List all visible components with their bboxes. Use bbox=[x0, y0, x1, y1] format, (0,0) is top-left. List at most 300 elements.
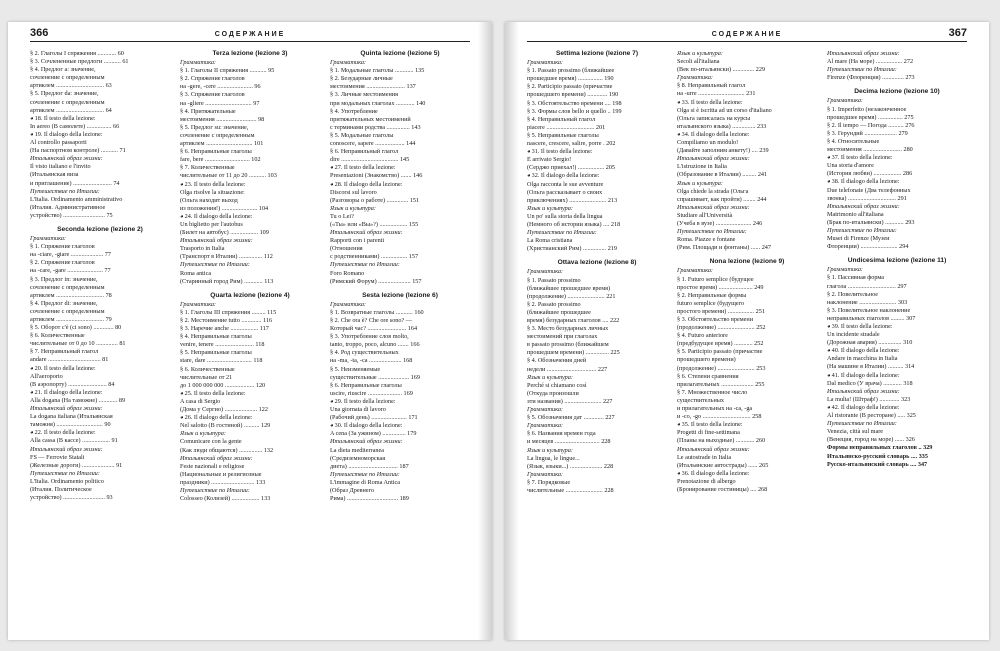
toc-entry-text: § 3. Обстоятельство времени bbox=[677, 316, 754, 323]
toc-entry-text: до 1 000 000 000 ................... 120 bbox=[180, 381, 266, 389]
toc-entry-text: Una giornata di lavoro bbox=[330, 406, 386, 414]
toc-entry-text: и месяцев ............................. 228 bbox=[527, 438, 611, 446]
toc-entry-text: futuro semplice (будущего bbox=[677, 299, 745, 307]
toc-entry bbox=[180, 245, 320, 253]
toc-entry-text: § 5. Неправильные глаголы bbox=[527, 131, 599, 139]
section-label bbox=[527, 229, 667, 237]
toc-column bbox=[677, 50, 817, 634]
toc-entry bbox=[527, 156, 667, 164]
toc-entry-text: Грамматика: bbox=[330, 59, 366, 67]
toc-entry-text: Итальянский образ жизни: bbox=[677, 203, 750, 211]
toc-entry bbox=[827, 299, 967, 307]
toc-entry bbox=[180, 91, 320, 99]
toc-entry-text: 30. Il dialogo della lezione: bbox=[334, 422, 403, 430]
toc-entry-text: 36. Il dialogo della lezione: bbox=[681, 469, 750, 477]
toc-entry-text: (Железные дороги) ..................... 91 bbox=[30, 461, 123, 469]
toc-entry-text: Discorsi sul lavoro bbox=[330, 188, 377, 196]
toc-entry-text: Грамматика: bbox=[527, 422, 563, 430]
toc-entry bbox=[30, 115, 170, 123]
toc-entry-text: (Национальные и религиозные bbox=[180, 470, 262, 478]
toc-entry-text: (Язык, языки...) ..................... 228 bbox=[527, 462, 614, 470]
toc-entry bbox=[527, 83, 667, 91]
toc-entry-text: прошедшем времени) ............... 225 bbox=[527, 349, 620, 357]
toc-entry bbox=[330, 75, 470, 83]
toc-entry bbox=[827, 436, 967, 444]
toc-entry-text: числительные ........................ 228 bbox=[527, 486, 614, 494]
toc-entry-text: (Рабочий день) ....................... 171 bbox=[330, 414, 418, 422]
toc-entry bbox=[330, 108, 470, 116]
toc-entry-text: звонка) ............................... 291 bbox=[827, 194, 907, 202]
section-label bbox=[30, 446, 170, 454]
toc-entry bbox=[330, 487, 470, 495]
toc-entry-text: Matrimonio all'italiana bbox=[827, 210, 884, 218]
toc-entry-text: (Век по-итальянски) .............. 229 bbox=[677, 66, 766, 74]
section-label bbox=[677, 267, 817, 275]
section-label bbox=[677, 50, 817, 58]
toc-entry bbox=[30, 348, 170, 356]
audio-disc-icon: ◕ bbox=[527, 173, 531, 180]
toc-entry-text: существительные .................... 169 bbox=[330, 373, 420, 381]
toc-entry-text: Undicesima lezione (lezione 11) bbox=[847, 257, 947, 265]
lesson-heading bbox=[330, 50, 470, 58]
toc-entry-text: § 1. Спряжение глаголов bbox=[30, 243, 95, 251]
toc-entry-text: сочленение с определенным bbox=[30, 98, 105, 106]
toc-entry-text: È arrivato Sergio! bbox=[527, 156, 572, 164]
section-label bbox=[677, 155, 817, 163]
toc-entry bbox=[30, 123, 170, 131]
toc-entry-text: 33. Il testo della lezione: bbox=[681, 98, 743, 106]
toc-entry bbox=[30, 259, 170, 267]
section-label bbox=[30, 470, 170, 478]
toc-entry-text: § 5. Оборот c'è (ci sono) ............. 80 bbox=[30, 324, 122, 332]
toc-entry-text: неправильных глаголов ......... 307 bbox=[827, 314, 916, 322]
toc-entry bbox=[180, 463, 320, 471]
toc-entry bbox=[827, 146, 967, 154]
toc-entry-text: Путешествие по Италии: bbox=[180, 261, 250, 269]
toc-entry-text: 21. Il dialogo della lezione: bbox=[34, 388, 103, 396]
audio-disc-icon: ◕ bbox=[677, 470, 681, 477]
toc-entry-text: § 5. Participio passato (причастие bbox=[677, 348, 763, 356]
toc-entry-text: устройство) ........................... 75 bbox=[30, 211, 113, 219]
toc-entry bbox=[527, 293, 667, 301]
toc-entry-text: § 6. Неправильные глаголы bbox=[330, 381, 402, 389]
toc-entry-text: § 5. Модальные глаголы bbox=[330, 131, 394, 139]
toc-entry-text: fare, bere ............................. 102 bbox=[180, 156, 261, 164]
toc-entry-text: глагола ............................... 297 bbox=[827, 282, 907, 290]
toc-entry bbox=[827, 170, 967, 178]
toc-entry-text: § 7. Неправильный глагол bbox=[30, 348, 99, 356]
toc-entry-text: Путешествие по Италии: bbox=[827, 226, 897, 234]
toc-entry-text: 24. Il dialogo della lezione: bbox=[184, 212, 253, 220]
toc-entry bbox=[30, 90, 170, 98]
toc-entry-text: § 2. Повелительное bbox=[827, 290, 879, 298]
toc-entry-text: 27. Il testo della lezione: bbox=[334, 164, 396, 172]
toc-entry bbox=[30, 204, 170, 212]
section-label bbox=[180, 455, 320, 463]
toc-entry bbox=[527, 430, 667, 438]
toc-entry-text: Decima lezione (lezione 10) bbox=[854, 88, 940, 96]
toc-entry bbox=[677, 405, 817, 413]
running-title: СОДЕРЖАНИЕ bbox=[214, 31, 286, 38]
toc-entry bbox=[677, 90, 817, 98]
toc-entry bbox=[677, 115, 817, 123]
toc-entry bbox=[180, 438, 320, 446]
toc-entry bbox=[30, 131, 170, 139]
section-label bbox=[527, 205, 667, 213]
toc-entry-text: (Образование в Италии) ......... 241 bbox=[677, 171, 768, 179]
toc-entry-text: Грамматика: bbox=[827, 97, 863, 105]
toc-entry bbox=[30, 421, 170, 429]
toc-entry-text: § 6. Названия времен года bbox=[527, 430, 596, 438]
toc-entry-text: (Транспорт в Италии) ............... 112 bbox=[180, 253, 273, 261]
toc-entry bbox=[330, 463, 470, 471]
toc-entry-text: местоимений при глаголах bbox=[527, 333, 598, 341]
toc-entry-text: Грамматика: bbox=[30, 235, 66, 243]
toc-entry bbox=[180, 349, 320, 357]
toc-entry bbox=[677, 413, 817, 421]
toc-entry bbox=[180, 124, 320, 132]
toc-entry bbox=[180, 406, 320, 414]
toc-entry bbox=[527, 91, 667, 99]
toc-entry-text: местоимения .......................... 98 bbox=[180, 115, 265, 123]
toc-entry bbox=[330, 430, 470, 438]
toc-entry bbox=[330, 83, 470, 91]
toc-entry-text: Comunicare con la gente bbox=[180, 438, 242, 446]
toc-entry-text: 39. Il testo della lezione: bbox=[831, 323, 893, 330]
toc-entry-text: Итальянский образ жизни: bbox=[30, 445, 103, 453]
toc-entry-text: Nel salotto (В гостиной) .......... 129 bbox=[180, 422, 271, 430]
toc-entry-text: andare .................................. 81 bbox=[30, 356, 109, 364]
toc-entry-text: Итальянский образ жизни: bbox=[827, 387, 900, 395]
toc-entry bbox=[677, 437, 817, 445]
toc-entry-text: прошедшего времени) ............. 190 bbox=[527, 91, 619, 99]
toc-entry-text: простого времени) ................. 251 bbox=[677, 307, 765, 315]
toc-entry-text: 40. Il dialogo della lezione: bbox=[831, 347, 900, 355]
toc-entry bbox=[180, 140, 320, 148]
toc-entry bbox=[330, 390, 470, 398]
toc-entry-text: § 7. Множественное число bbox=[677, 388, 748, 396]
toc-entry-text: на -gliere .............................. 97 bbox=[180, 99, 260, 107]
toc-entry-text: сочленение с определенным bbox=[30, 74, 105, 82]
toc-entry bbox=[527, 349, 667, 357]
toc-entry bbox=[30, 99, 170, 107]
audio-disc-icon: ◕ bbox=[30, 115, 34, 122]
toc-entry bbox=[677, 332, 817, 340]
toc-entry bbox=[30, 429, 170, 437]
toc-entry bbox=[527, 221, 667, 229]
toc-entry bbox=[527, 245, 667, 253]
toc-entry-text: Грамматика: bbox=[827, 266, 863, 274]
toc-entry-text: 32. Il dialogo della lezione: bbox=[531, 172, 600, 180]
toc-entry bbox=[30, 340, 170, 348]
toc-entry-text: (Римский Форум) ..................... 157 bbox=[330, 277, 422, 285]
section-label bbox=[677, 180, 817, 188]
toc-entry bbox=[330, 382, 470, 390]
toc-entry-text: с терминами родства ............... 143 bbox=[330, 123, 421, 131]
section-label bbox=[527, 447, 667, 455]
lesson-heading bbox=[180, 292, 320, 300]
toc-entry bbox=[827, 211, 967, 219]
audio-disc-icon: ◕ bbox=[827, 324, 831, 330]
toc-entry bbox=[180, 414, 320, 422]
toc-entry-text: § 2. Che ora è? Che ore sono? — bbox=[330, 317, 412, 324]
toc-entry bbox=[330, 325, 470, 333]
lesson-heading bbox=[180, 50, 320, 58]
toc-entry-text: § 1. Глаголы II спряжения ........... 95 bbox=[180, 67, 275, 75]
audio-disc-icon: ◕ bbox=[30, 365, 34, 372]
toc-entry-text: § 5. Неизменяемые bbox=[330, 365, 381, 373]
toc-entry-text: (Билет на автобус) .................. 109 bbox=[180, 229, 269, 237]
toc-entry-text: (Бронирование гостиницы) .... 268 bbox=[677, 485, 768, 493]
toc-entry bbox=[527, 197, 667, 205]
toc-entry bbox=[527, 140, 667, 148]
toc-entry bbox=[330, 124, 470, 132]
toc-entry bbox=[180, 479, 320, 487]
toc-entry bbox=[30, 58, 170, 66]
toc-entry bbox=[180, 172, 320, 180]
toc-entry-text: Alla dogana (На таможне) ............ 89 bbox=[30, 396, 126, 404]
toc-entry-text: приключениях) ........................ 213 bbox=[527, 196, 618, 204]
toc-entry bbox=[180, 309, 320, 317]
toc-entry-text: L'immagine di Roma Antica bbox=[330, 478, 401, 486]
toc-entry-text: 19. Il dialogo della lezione: bbox=[34, 130, 103, 138]
toc-entry-text: на -ciare, -giare ..................... 77 bbox=[30, 251, 111, 259]
toc-entry-text: в passato prossimo (ближайшем bbox=[527, 341, 609, 349]
toc-entry bbox=[180, 341, 320, 349]
toc-entry-text: tanto, troppo, poco, alcuno ....... 166 bbox=[330, 341, 420, 349]
toc-entry-text: прошедшее время) ................ 190 bbox=[527, 75, 614, 83]
toc-entry-text: L'istruzione in Italia bbox=[677, 163, 727, 171]
toc-entry-text: § 3. Герундий ..................... 279 bbox=[827, 129, 908, 137]
toc-entry-text: § 6. Количественные bbox=[30, 332, 85, 340]
toc-entry bbox=[30, 276, 170, 284]
toc-entry bbox=[677, 284, 817, 292]
toc-entry bbox=[677, 147, 817, 155]
toc-entry-text: conoscere, sapere ................... 144 bbox=[330, 140, 416, 148]
toc-entry bbox=[30, 107, 170, 115]
toc-entry-text: La dogana italiana (Итальянская bbox=[30, 413, 113, 421]
lesson-heading bbox=[527, 259, 667, 267]
toc-entry-text: эти названия) ........................ 227 bbox=[527, 397, 613, 405]
toc-column bbox=[30, 50, 170, 634]
toc-entry bbox=[527, 438, 667, 446]
toc-entry-text: § 2. Местоимение tutto ............. 116 bbox=[180, 317, 273, 324]
audio-disc-icon: ◕ bbox=[677, 422, 681, 429]
audio-disc-icon: ◕ bbox=[330, 398, 334, 405]
toc-entry bbox=[30, 66, 170, 74]
toc-entry-text: (Италия. Административное bbox=[30, 203, 106, 211]
toc-entry bbox=[180, 189, 320, 197]
toc-entry bbox=[180, 100, 320, 108]
toc-entry bbox=[180, 325, 320, 333]
toc-entry bbox=[827, 114, 967, 122]
toc-entry bbox=[180, 108, 320, 116]
toc-entry-text: Al ristorante (В ресторане) ..... 325 bbox=[827, 412, 916, 420]
toc-entry bbox=[527, 75, 667, 83]
toc-entry bbox=[677, 365, 817, 373]
running-head bbox=[527, 26, 967, 42]
toc-entry-text: § 4. Предлог di: значение, bbox=[30, 299, 98, 307]
toc-entry-text: § 7. Количественные bbox=[180, 164, 235, 172]
toc-entry bbox=[527, 181, 667, 189]
toc-entry-text: § 2. Спряжение глаголов bbox=[180, 75, 245, 83]
section-label bbox=[180, 487, 320, 495]
toc-entry bbox=[30, 365, 170, 373]
section-label bbox=[527, 406, 667, 414]
audio-disc-icon: ◕ bbox=[180, 415, 184, 422]
toc-entry bbox=[677, 82, 817, 90]
toc-entry-text: артиклем ............................... 63 bbox=[30, 82, 112, 90]
section-label bbox=[30, 155, 170, 163]
section-label bbox=[330, 471, 470, 479]
toc-entry bbox=[827, 154, 967, 162]
left-page bbox=[8, 22, 492, 640]
toc-entry-text: § 5. Неправильные глаголы bbox=[180, 349, 252, 357]
toc-entry-text: Путешествие по Италии: bbox=[30, 187, 100, 195]
toc-entry bbox=[180, 471, 320, 479]
toc-entry bbox=[527, 382, 667, 390]
toc-entry bbox=[330, 245, 470, 253]
toc-entry-text: праздники) ............................ 133 bbox=[180, 478, 266, 486]
toc-entry-text: piacere ............................... 201 bbox=[527, 123, 606, 131]
toc-entry-text: Al mare (На море) ................. 272 bbox=[827, 58, 914, 66]
toc-entry-text: артиклем ............................... 79 bbox=[30, 316, 112, 323]
toc-entry bbox=[180, 229, 320, 237]
toc-entry bbox=[527, 479, 667, 487]
toc-entry-text: § 2. Неправильные формы bbox=[677, 291, 747, 299]
toc-entry bbox=[677, 163, 817, 171]
toc-entry bbox=[180, 270, 320, 278]
toc-entry-text: Итальянский образ жизни: bbox=[180, 454, 253, 462]
section-label bbox=[330, 261, 470, 269]
toc-entry-text: Olga racconta le sue avventure bbox=[527, 180, 604, 188]
audio-disc-icon: ◕ bbox=[30, 430, 34, 437]
toc-entry bbox=[527, 463, 667, 471]
section-label bbox=[30, 235, 170, 243]
toc-entry bbox=[180, 221, 320, 229]
toc-entry bbox=[677, 131, 817, 139]
toc-entry bbox=[30, 50, 170, 58]
toc-entry bbox=[677, 196, 817, 204]
toc-entry-text: Tu o Lei? bbox=[330, 212, 354, 220]
toc-entry bbox=[30, 324, 170, 332]
toc-entry-text: Язык и культура: bbox=[527, 373, 573, 381]
toc-entry bbox=[827, 138, 967, 146]
toc-entry-text: прошедшее время) ................ 275 bbox=[827, 113, 914, 121]
toc-entry bbox=[30, 356, 170, 364]
audio-disc-icon: ◕ bbox=[677, 131, 681, 138]
toc-entry bbox=[677, 58, 817, 66]
toc-entry bbox=[677, 123, 817, 131]
toc-entry-text: 18. Il testo della lezione: bbox=[34, 114, 96, 122]
toc-entry bbox=[677, 356, 817, 364]
toc-entry-text: § 4. Притяжательные bbox=[180, 107, 236, 115]
toc-entry-text: venire, tenere ......................... 118 bbox=[180, 341, 265, 349]
toc-entry-text: артиклем ............................... 64 bbox=[30, 106, 112, 114]
audio-disc-icon: ◕ bbox=[827, 404, 831, 411]
toc-entry-text: Dal medico (У врача) ............ 318 bbox=[827, 379, 913, 387]
toc-entry bbox=[180, 495, 320, 503]
toc-entry bbox=[677, 99, 817, 107]
toc-entry-text: Musei di Firenze (Музеи bbox=[827, 235, 890, 243]
section-label bbox=[180, 301, 320, 309]
toc-entry-text: Язык и культура: bbox=[330, 204, 376, 212]
toc-entry-text: Un po' sulla storia della lingua bbox=[527, 212, 603, 220]
audio-disc-icon: ◕ bbox=[827, 348, 831, 355]
toc-column bbox=[527, 50, 667, 634]
toc-entry bbox=[330, 197, 470, 205]
toc-entry bbox=[30, 381, 170, 389]
toc-entry-text: 38. Il dialogo della lezione: bbox=[831, 178, 900, 186]
toc-entry-text: (Венеция, город на море) ...... 326 bbox=[827, 436, 915, 444]
page-gutter-shadow bbox=[505, 22, 519, 640]
toc-entry bbox=[527, 213, 667, 221]
lesson-heading bbox=[827, 257, 967, 265]
toc-entry bbox=[180, 390, 320, 398]
toc-entry bbox=[330, 341, 470, 349]
toc-entry bbox=[677, 244, 817, 252]
toc-entry-text: (Рим. Площади и фонтаны) ...... 247 bbox=[677, 244, 771, 252]
toc-entry-text: артиклем .............................. 101 bbox=[180, 140, 264, 148]
lesson-heading bbox=[827, 88, 967, 96]
toc-entry bbox=[180, 156, 320, 164]
toc-entry bbox=[527, 277, 667, 285]
toc-entry bbox=[677, 421, 817, 429]
toc-column bbox=[180, 50, 320, 634]
toc-entry bbox=[527, 164, 667, 172]
toc-entry bbox=[527, 132, 667, 140]
toc-entry-text: § 4. Предлог a: значение, bbox=[30, 66, 96, 74]
toc-entry-text: при модальных глаголах ............ 140 bbox=[330, 99, 426, 107]
toc-entry-text: 25. Il testo della lezione: bbox=[184, 389, 246, 397]
toc-entry bbox=[827, 363, 967, 371]
lesson-heading bbox=[677, 258, 817, 266]
toc-entry-text: (Образ Древнего bbox=[330, 486, 375, 494]
toc-entry bbox=[30, 454, 170, 462]
toc-entry bbox=[827, 106, 967, 114]
toc-entry-text: (Дома у Сергио) ..................... 122 bbox=[180, 406, 268, 414]
toc-entry-text: § 2. Спряжение глаголов bbox=[30, 259, 95, 267]
toc-entry-text: § 6. Неправильный глагол bbox=[330, 148, 399, 156]
audio-disc-icon: ◕ bbox=[827, 179, 831, 186]
toc-entry-text: Итальянский образ жизни: bbox=[330, 438, 403, 446]
toc-entry-text: Грамматика: bbox=[677, 74, 713, 82]
toc-entry-text: наклонение ........................ 303 bbox=[827, 298, 908, 306]
toc-entry-text: L'Italia. Ordinamento politico bbox=[30, 477, 104, 485]
toc-entry bbox=[827, 339, 967, 347]
toc-entry-text: Путешествие по Италии: bbox=[527, 229, 597, 237]
toc-entry bbox=[527, 237, 667, 245]
toc-entry bbox=[30, 486, 170, 494]
toc-entry-text: Quinta lezione (lezione 5) bbox=[360, 50, 440, 57]
toc-entry-text: существительных bbox=[677, 396, 725, 404]
toc-entry bbox=[30, 332, 170, 340]
toc-entry-text: stare, dare ............................. 118 bbox=[180, 357, 263, 365]
toc-entry-text: (Итальянские автострады) ...... 265 bbox=[677, 461, 769, 469]
toc-entry-text: (Как люди общаются) ............... 132 bbox=[180, 446, 274, 454]
toc-entry-text: Язык и культура: bbox=[527, 204, 573, 212]
page-gutter-shadow bbox=[478, 22, 492, 640]
toc-entry-text: сочленение с определенным bbox=[30, 283, 105, 291]
toc-entry bbox=[527, 301, 667, 309]
appendix-entry bbox=[827, 444, 967, 452]
toc-entry-text: § 5. Обозначения дат ............. 227 bbox=[527, 414, 615, 422]
toc-entry-text: § 3. Сочлененные предлоги ........... 61 bbox=[30, 58, 129, 66]
toc-entry-text: таможня) .............................. 90 bbox=[30, 421, 111, 429]
section-label bbox=[827, 227, 967, 235]
toc-entry-text: Грамматика: bbox=[527, 406, 563, 414]
toc-entry-text: Colosseo (Колизей) .................. 133 bbox=[180, 495, 271, 503]
